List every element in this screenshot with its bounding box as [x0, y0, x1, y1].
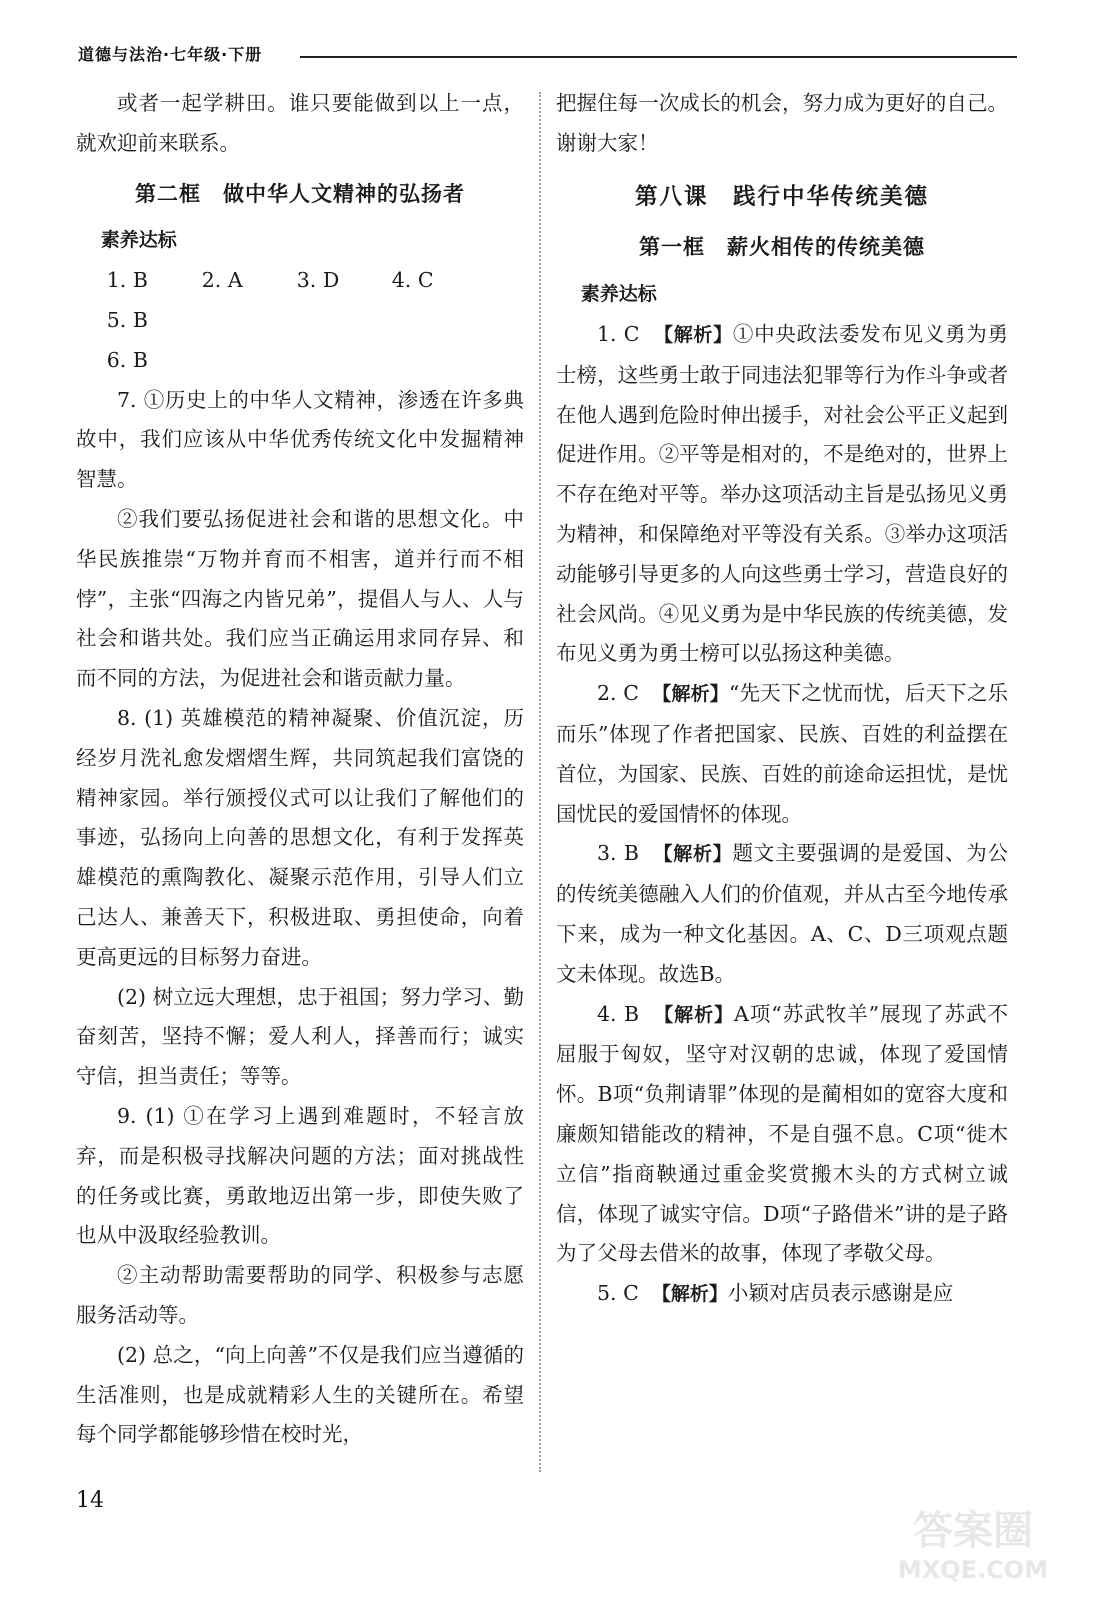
lesson-heading: 第八课 践行中华传统美德: [634, 183, 929, 210]
paragraph: ②主动帮助需要帮助的同学、积极参与志愿服务活动等。: [76, 1263, 524, 1327]
analysis-tag: 【解析】: [652, 683, 729, 706]
answer-item: 5. B: [106, 307, 148, 332]
analysis-text: “先天下之忧而忧，后天下之乐而乐”体现了作者把国家、民族、百姓的利益摆在首位，为国家、民族、百姓的前途命运担忧，是忧国忧民的爱国情怀的体现。: [556, 681, 1008, 826]
section-heading: 素养达标: [580, 283, 657, 306]
watermark-logo: [873, 1496, 1073, 1586]
answer-item: 1. B: [106, 268, 148, 293]
analysis-tag: 【解析】: [653, 843, 733, 866]
running-head: 道德与法治·七年级·下册: [78, 45, 263, 64]
page-number: 14: [76, 1488, 104, 1513]
answer-item: 6. B: [106, 347, 148, 372]
answer-number: 5. C: [597, 1281, 639, 1306]
paragraph: (2) 树立远大理想，忠于祖国；努力学习、勤奋刻苦，坚持不懈；爱人利人，择善而行；诚实守信，担当责任；等等。: [76, 984, 524, 1089]
answer-explanation: [556, 834, 1008, 994]
answer-item: 4. C: [391, 268, 434, 293]
answer-number: 4. B: [597, 1001, 640, 1026]
left-column: [76, 84, 524, 1455]
answer-item: 3. D: [296, 268, 340, 293]
analysis-tag: 【解析】: [651, 1283, 728, 1306]
watermark-top: 答案圈: [913, 1508, 1033, 1554]
paragraph: 9. (1) ①在学习上遇到难题时，不轻言放弃，而是积极寻找解决问题的方法；面对挑战性的任务或比赛，勇敢地迈出第一步，即使失败了也从中汲取经验教训。: [76, 1103, 524, 1248]
answer-explanation: [556, 1274, 1008, 1315]
analysis-text: A项“苏武牧羊”展现了苏武不屈服于匈奴，坚守对汉朝的忠诚，体现了爱国情怀。B项“负荆请罪”体现的是蔺相如的宽容大度和廉颇知错能改的精神，不是自强不息。C项“徙木立信”指商鞅通过重金奖赏搬木头的方式树立诚信，体现了诚实守信。D项“子路借米”讲的是子路为了父母去借米的故事，体现了孝敬父母。: [556, 1001, 1009, 1266]
watermark-bottom: MXQE.COM: [897, 1556, 1049, 1584]
analysis-tag: 【解析】: [653, 323, 733, 346]
frame-heading: 第一框 薪火相传的传统美德: [639, 234, 925, 260]
answer-explanation: [556, 674, 1008, 834]
paragraph: 8. (1) 英雄模范的精神凝聚、价值沉淀，历经岁月洗礼愈发熠熠生辉，共同筑起我们富饶的精神家园。举行颁授仪式可以让我们了解他们的事迹，弘扬向上向善的思想文化，有利于发挥英雄模范的熏陶教化、凝聚示范作用，引导人们立己达人、兼善天下，积极进取、勇担使命，向着更高更远的目标努力奋进。: [76, 705, 524, 969]
paragraph: ②我们要弘扬促进社会和谐的思想文化。中华民族推崇“万物并育而不相害，道并行而不相悖”，主张“四海之内皆兄弟”，提倡人与人、人与社会和谐共处。我们应当正确运用求同存异、和而不同的方法，为促进社会和谐贡献力量。: [76, 506, 524, 691]
answer-number: 1. C: [597, 321, 640, 346]
analysis-tag: 【解析】: [654, 1003, 735, 1026]
frame-heading: 第二框 做中华人文精神的弘扬者: [135, 180, 465, 206]
paragraph: 或者一起学耕田。谁只要能做到以上一点，就欢迎前来联系。: [76, 91, 524, 155]
right-column: [556, 84, 1008, 1315]
answer-explanation: [556, 995, 1008, 1275]
answer-number: 2. C: [597, 681, 639, 706]
paragraph: 把握住每一次成长的机会，努力成为更好的自己。谢谢大家！: [556, 91, 1008, 155]
answer-row: [76, 341, 524, 381]
section-heading: 素养达标: [100, 229, 177, 252]
paragraph: (2) 总之，“向上向善”不仅是我们应当遵循的生活准则，也是成就精彩人生的关键所在。希望每个同学都能够珍惜在校时光，: [76, 1342, 524, 1447]
answer-number: 3. B: [597, 841, 639, 866]
paragraph: 7. ①历史上的中华人文精神，渗透在许多典故中，我们应该从中华优秀传统文化中发掘精神智慧。: [76, 387, 524, 492]
answer-explanation: [556, 315, 1008, 674]
analysis-text: ①中央政法委发布见义勇为勇士榜，这些勇士敢于同违法犯罪等行为作斗争或者在他人遇到危险时伸出援手，对社会公平正义起到促进作用。②平等是相对的，不是绝对的，世界上不存在绝对平等。举办这项活动主旨是弘扬见义勇为精神，和保障绝对平等没有关系。③举办这项活动能够引导更多的人向这些勇士学习，营造良好的社会风尚。④见义勇为是中华民族的传统美德，发布见义勇为勇士榜可以弘扬这种美德。: [556, 321, 1008, 666]
analysis-text: 题文主要强调的是爱国、为公的传统美德融入人们的价值观，并从古至今地传承下来，成为一种文化基因。A、C、D三项观点题文未体现。故选B。: [556, 841, 1008, 986]
header-rule: [300, 56, 1017, 58]
analysis-text: 小颖对店员表示感谢是应: [727, 1281, 954, 1306]
column-divider: [539, 92, 541, 1472]
answer-row: [76, 261, 524, 341]
answer-item: 2. A: [201, 268, 243, 293]
